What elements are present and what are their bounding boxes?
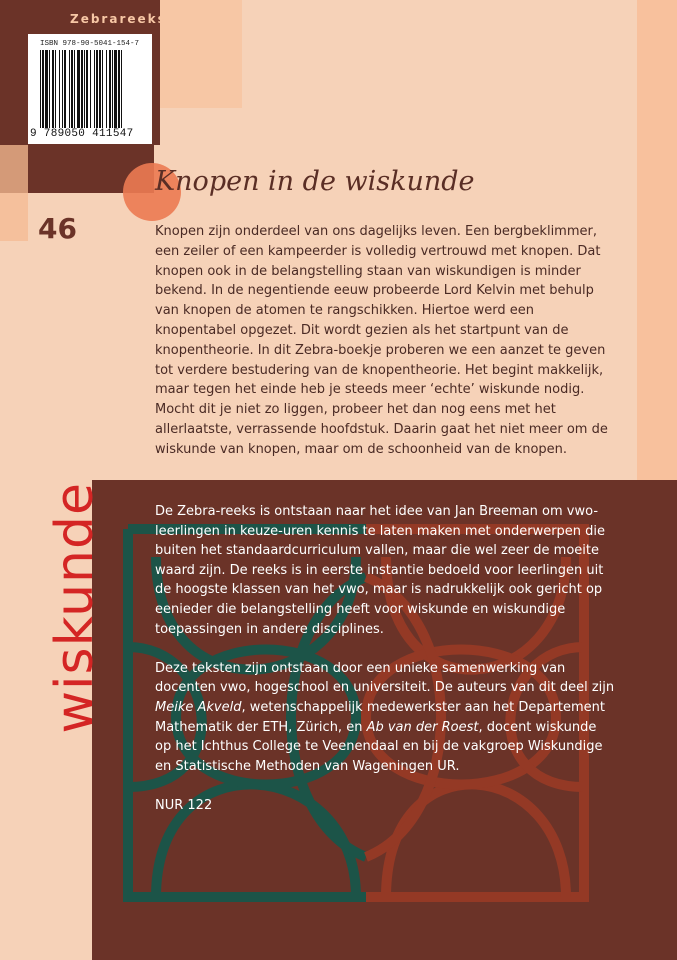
back-cover-text [155,502,615,835]
series-number: 46 [38,212,77,245]
series-description: De Zebra-reeks is ontstaan naar het idee van Jan Breeman om vwo-leerlingen in keuze-uren kennis te laten maken met onderwerpen die buiten het standaardcurriculum vallen, maar die wel zeer de moeite waard zijn. De reeks is in eerste instantie bedoeld voor leerlingen uit de hoogste klassen van het vwo, maar is nadrukkelijk ook gericht op eenieder die belangstelling heeft voor wiskunde en wiskundige toepassingen in andere disciplines. [155,504,606,637]
barcode [28,34,152,144]
spine-word: wiskunde [45,482,105,734]
author-name: Ab van der Roest [366,719,479,735]
series-name: Zebrareeks [70,12,167,26]
authors-text-b: , wetenschappelijk medewerkster aan het Departement Mathematik der ETH, Zürich, en [155,699,606,735]
barcode-bars [40,50,148,128]
authors-paragraph [155,659,615,777]
authors-text-a: Deze teksten zijn ontstaan door een unieke samenwerking van docenten vwo, hogeschool en universiteit. De auteurs van dit deel zijn [155,660,615,696]
book-title: Knopen in de wiskunde [155,166,475,197]
isbn-digits: 9 789050 411547 [30,128,134,140]
right-peach-column [637,0,677,480]
left-peach-strip [0,193,28,241]
intro-text: Knopen zijn onderdeel van ons dagelijks leven. Een bergbeklimmer, een zeiler of een kampeerder is volledig vertrouwd met knopen. Dat knopen ook in de belangstelling staan van wiskundigen is minder bekend. In de negentiende eeuw probeerde Lord Kelvin met behulp van knopen de atomen te rangschikken. Hiertoe werd een knopentabel opgezet. Dit wordt gezien als het startpunt van de knopentheorie. In dit Zebra-boekje proberen we een aanzet te geven tot verdere bestudering van de knopentheorie. Het begint makkelijk, maar tegen het einde heb je steeds meer ‘echte’ wiskunde nodig. Mocht dit je niet zo liggen, probeer het dan nog eens met het allerlaatste, verrassende hoofdstuk. Daarin gaat het niet meer om de wiskunde van knopen, maar om de schoonheid van de knopen. [155,224,608,457]
author-name: Meike Akveld [155,699,242,715]
authors-text-c: , docent wiskunde op het Ichthus College te Veenendaal en bij de vakgroep Wiskundige en Statistische Methoden van Wageningen UR. [155,719,603,774]
isbn-label: ISBN 978-90-5041-154-7 [40,40,140,48]
nur-code: NUR 122 [155,797,213,813]
left-tan-block [0,145,28,193]
top-light-block [160,0,242,108]
